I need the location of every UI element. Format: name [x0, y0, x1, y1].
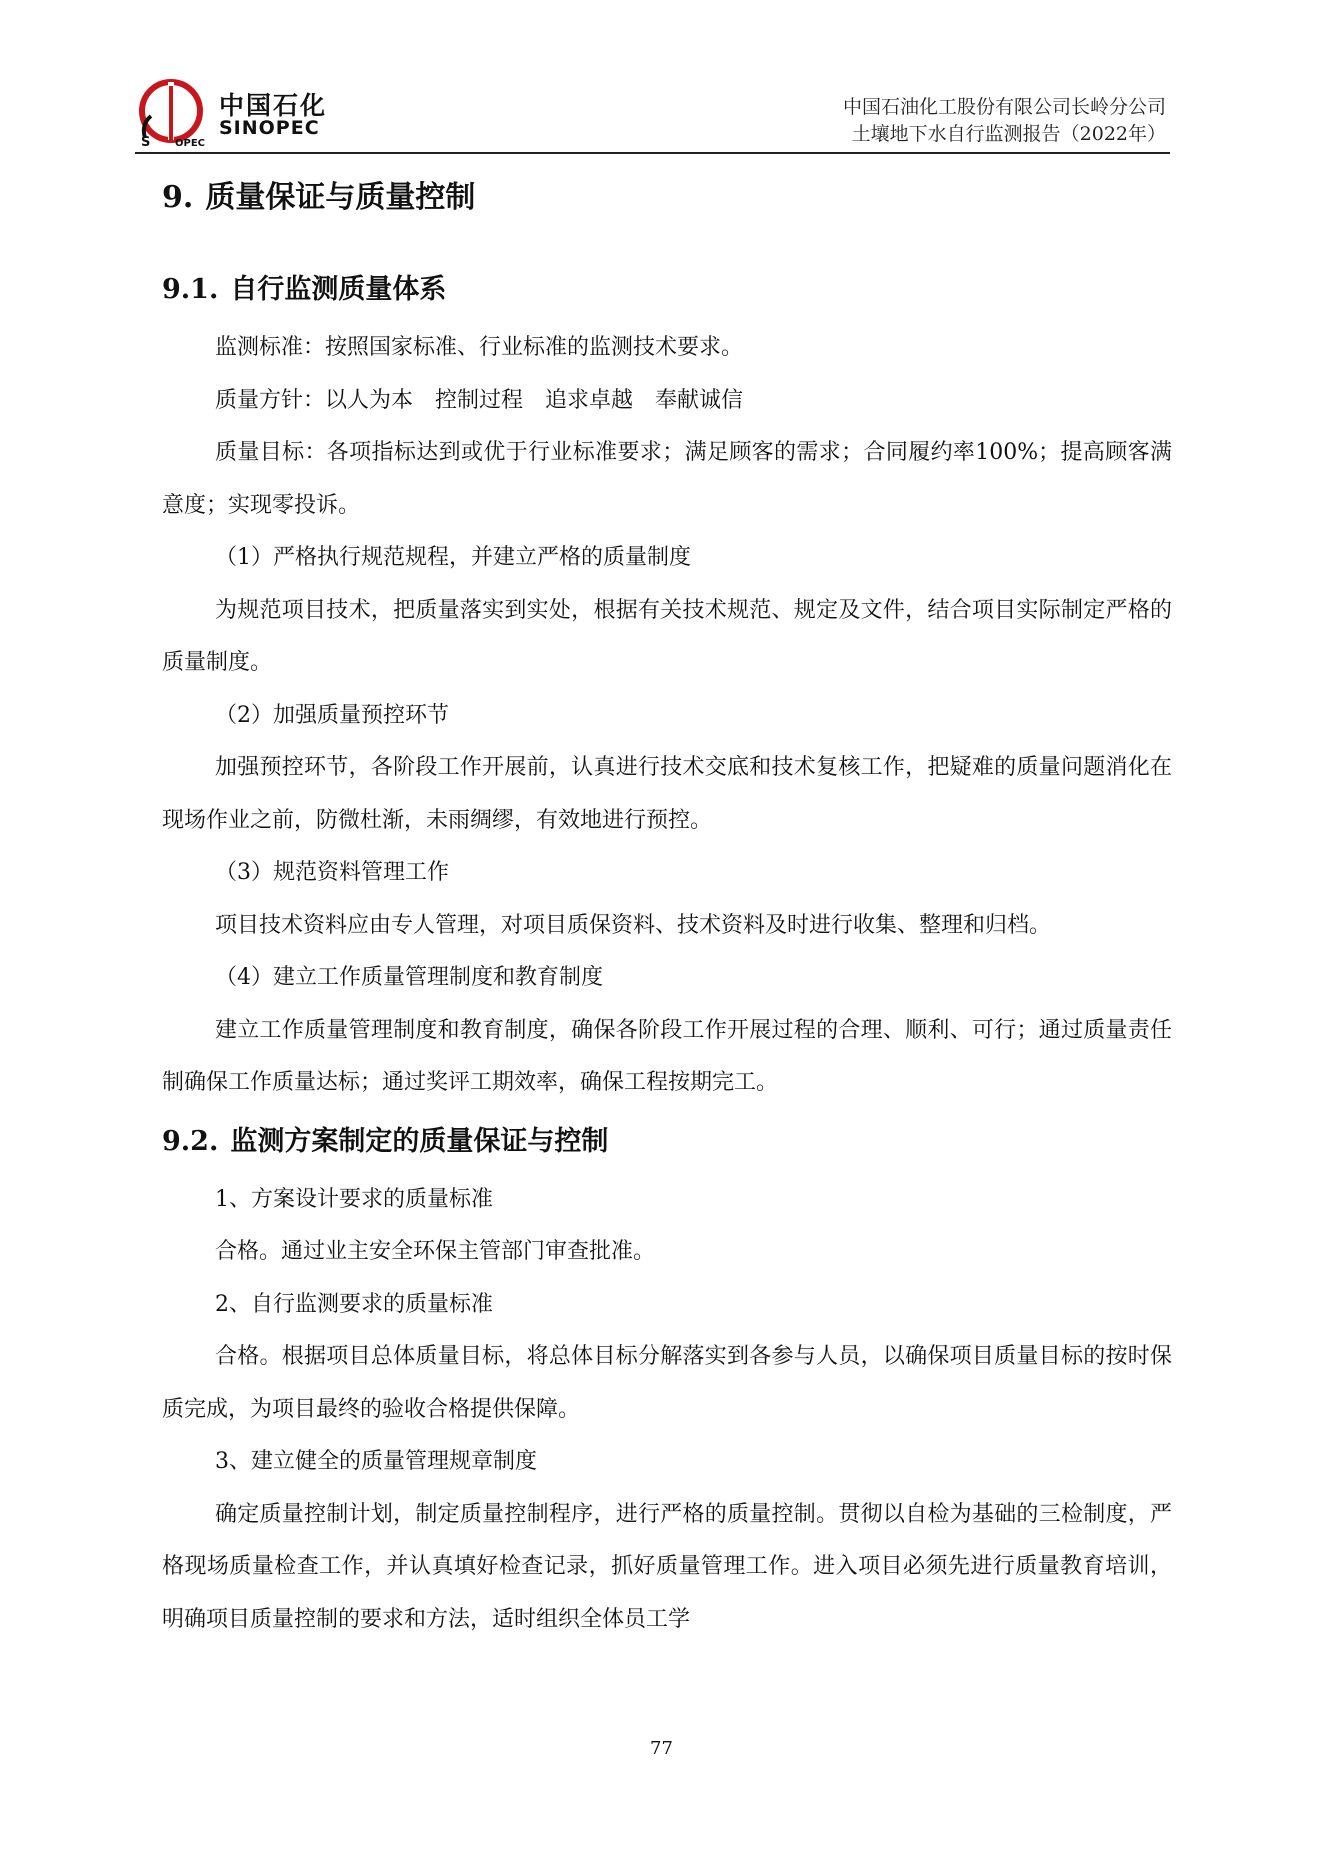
list-heading: （3）规范资料管理工作 — [215, 860, 449, 885]
paragraph: 质量方针：以人为本 控制过程 追求卓越 奉献诚信 — [215, 387, 744, 413]
header-report-info — [843, 94, 1166, 148]
subsection-heading-9-1 — [162, 258, 1172, 322]
subsection-title: 自行监测质量体系 — [230, 274, 447, 305]
paragraph: 项目技术资料应由专人管理，对项目质保资料、技术资料及时进行收集、整理和归档。 — [215, 912, 1052, 938]
paragraph: 合格。根据项目总体质量目标，将总体目标分解落实到各参与人员，以确保项目质量目标的按时保质完成，为项目最终的验收合格提供保障。 — [162, 1344, 1172, 1422]
sinopec-emblem-icon — [135, 78, 215, 148]
page-content — [162, 170, 1172, 1646]
section-number: 9. — [162, 180, 194, 215]
list-heading: 2、自行监测要求的质量标准 — [215, 1291, 493, 1317]
paragraph: 确定质量控制计划，制定质量控制程序，进行严格的质量控制。贯彻以自检为基础的三检制度，严格现场质量检查工作，并认真填好检查记录，抓好质量管理工作。进入项目必须先进行质量教育培训，明确项目质量控制的要求和方法，适时组织全体员工学 — [162, 1501, 1172, 1632]
paragraph: 监测标准：按照国家标准、行业标准的监测技术要求。 — [215, 335, 744, 360]
list-heading: （1）严格执行规范规程，并建立严格的质量制度 — [215, 545, 691, 570]
header-report-title: 土壤地下水自行监测报告（2022年） — [851, 123, 1166, 145]
paragraph: 合格。通过业主安全环保主管部门审查批准。 — [215, 1239, 656, 1264]
header-company-name: 中国石油化工股份有限公司长岭分公司 — [842, 96, 1166, 118]
paragraph: 加强预控环节，各阶段工作开展前，认真进行技术交底和技术复核工作，把疑难的质量问题消化在现场作业之前，防微杜渐，未雨绸缪，有效地进行预控。 — [162, 755, 1172, 833]
section-title: 质量保证与质量控制 — [205, 180, 476, 215]
paragraph: 为规范项目技术，把质量落实到实处，根据有关技术规范、规定及文件，结合项目实际制定严格的质量制度。 — [162, 597, 1172, 675]
page-number: 77 — [650, 1738, 673, 1759]
logo-chinese-name: 中国石化 — [219, 91, 328, 120]
paragraph: 质量目标：各项指标达到或优于行业标准要求；满足顾客的需求；合同履约率100%；提高顾客满意度；实现零投诉。 — [162, 440, 1172, 518]
subsection-number: 9.2. — [162, 1125, 219, 1157]
section-heading — [162, 170, 1172, 226]
subsection-title: 监测方案制定的质量保证与控制 — [230, 1125, 609, 1157]
logo-english-name: SINOPEC — [219, 117, 320, 139]
svg-text:OPEC: OPEC — [175, 138, 205, 148]
list-heading: 3、建立健全的质量管理规章制度 — [215, 1449, 537, 1474]
sinopec-logo — [135, 78, 435, 148]
page-header — [135, 78, 1170, 154]
paragraph: 建立工作质量管理制度和教育制度，确保各阶段工作开展过程的合理、顺利、可行；通过质量责任制确保工作质量达标；通过奖评工期效率，确保工程按期完工。 — [162, 1017, 1172, 1095]
list-heading: （2）加强质量预控环节 — [215, 702, 449, 728]
list-heading: 1、方案设计要求的质量标准 — [215, 1186, 493, 1212]
subsection-number: 9.1. — [162, 274, 219, 305]
subsection-heading-9-2 — [162, 1110, 1172, 1174]
svg-text:S: S — [141, 135, 151, 148]
list-heading: （4）建立工作质量管理制度和教育制度 — [215, 965, 603, 990]
